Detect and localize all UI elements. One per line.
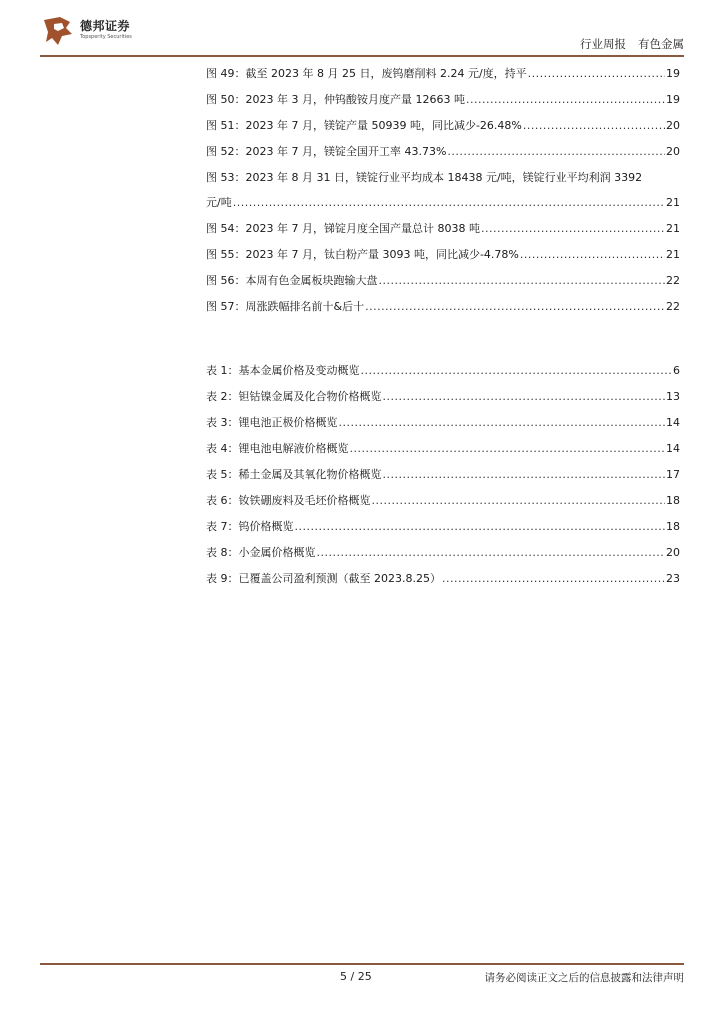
- toc-entry[interactable]: 表 1：基本金属价格及变动概览 ..... 6: [206, 363, 680, 379]
- header-category: [580, 36, 684, 52]
- toc-entry[interactable]: 图 56：本周有色金属板块跑输大盘 ..... 22: [206, 273, 680, 289]
- toc-entry[interactable]: 表 6：钕铁硼废料及毛坯价格概览 ..... 18: [206, 493, 680, 509]
- report-type: 行业周报: [580, 37, 626, 51]
- toc-entry[interactable]: 图 50：2023 年 3 月，仲钨酸铵月度产量 12663 吨 ..... 19: [206, 92, 680, 108]
- toc-entry[interactable]: 表 3：锂电池正极价格概览 ..... 14: [206, 415, 680, 431]
- footer-divider: [40, 963, 684, 965]
- toc-entry[interactable]: 图 53：2023 年 8 月 31 日，镁锭行业平均成本 18438 元/吨，镁锭行业平均利润 3392 元/吨 ..... 21: [206, 170, 680, 211]
- toc-entry[interactable]: 图 57：周涨跌幅排名前十&后十 ..... 22: [206, 299, 680, 315]
- figure-list: [206, 66, 680, 315]
- header-divider: [40, 55, 684, 57]
- toc-entry[interactable]: 图 52：2023 年 7 月，镁锭全国开工率 43.73% ..... 20: [206, 144, 680, 160]
- logo-mark-icon: [40, 14, 76, 48]
- logo-text-en: Topsperity Securities: [80, 34, 132, 40]
- table-list: [206, 363, 680, 587]
- company-logo: [40, 14, 150, 50]
- toc-entry[interactable]: 表 2：钽钴镍金属及化合物价格概览 ..... 13: [206, 389, 680, 405]
- table-of-contents: [206, 66, 680, 587]
- legal-disclaimer: 请务必阅读正文之后的信息披露和法律声明: [484, 972, 684, 984]
- toc-entry[interactable]: 表 9：已覆盖公司盈利预测（截至 2023.8.25） ..... 23: [206, 571, 680, 587]
- logo-text-cn: 德邦证券: [80, 19, 131, 33]
- toc-entry[interactable]: 表 4：锂电池电解液价格概览 ..... 14: [206, 441, 680, 457]
- toc-entry[interactable]: 图 49：截至 2023 年 8 月 25 日，废钨磨削料 2.24 元/度，持平 ..... 19: [206, 66, 680, 82]
- page-number: 5 / 25: [340, 970, 372, 983]
- sector-name: 有色金属: [638, 37, 684, 51]
- toc-entry[interactable]: 表 8：小金属价格概览 ..... 20: [206, 545, 680, 561]
- toc-entry[interactable]: 图 54：2023 年 7 月，锑锭月度全国产量总计 8038 吨 ..... 21: [206, 221, 680, 237]
- toc-entry[interactable]: 图 55：2023 年 7 月，钛白粉产量 3093 吨，同比减少-4.78% ..... 21: [206, 247, 680, 263]
- toc-entry[interactable]: 图 51：2023 年 7 月，镁锭产量 50939 吨，同比减少-26.48% ..... 20: [206, 118, 680, 134]
- toc-entry[interactable]: 表 7：钨价格概览 ..... 18: [206, 519, 680, 535]
- toc-entry[interactable]: 表 5：稀土金属及其氧化物价格概览 ..... 17: [206, 467, 680, 483]
- page-header: [40, 14, 684, 54]
